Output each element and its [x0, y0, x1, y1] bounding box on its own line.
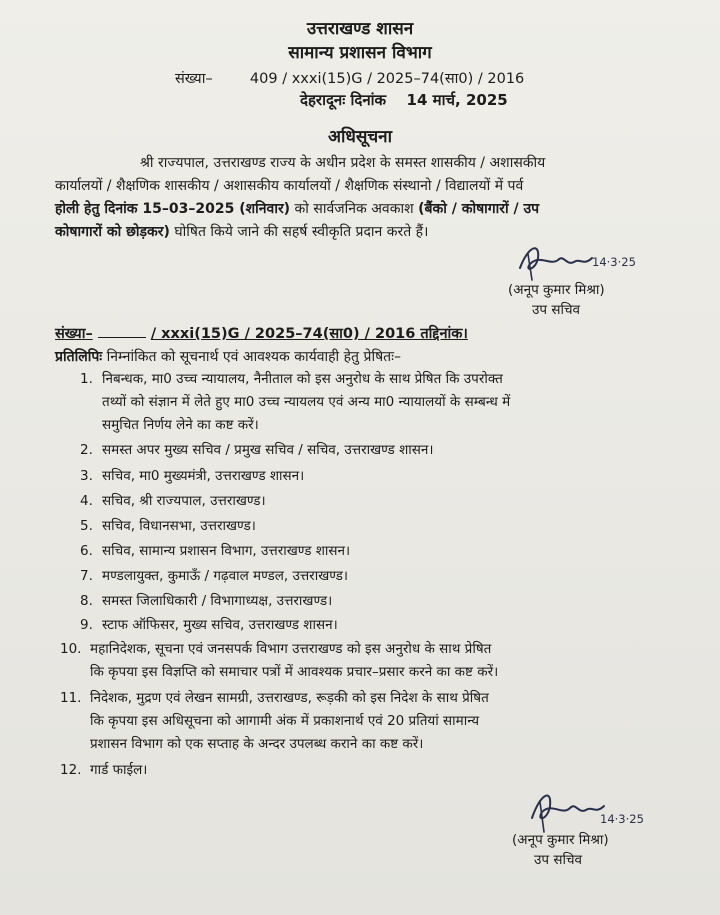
notification-body: [55, 152, 695, 244]
body-line-2: कार्यालयों / शैक्षणिक शासकीय / अशासकीय कार्यालयों / शैक्षणिक संस्थानो / विद्यालयों में पर्व: [55, 178, 524, 194]
signature-date-2: 14·3·25: [600, 812, 644, 826]
reference-value: 409 / xxxi(15)G / 2025–74(सा0) / 2016: [249, 71, 525, 87]
signatory-name-2: (अनूप कुमार मिश्रा): [512, 832, 609, 848]
list-item: 12. गार्ड फाईल।: [60, 762, 148, 778]
list-item: 11. निदेशक, मुद्रण एवं लेखन सामग्री, उत्तराखण्ड, रूड़की को इस निदेश के साथ प्रेषित कि कृपया इस अधिसूचना को आगामी अंक में प्रकाशनार्थ एवं 20 प्रतियां सामान्य प्रशासन विभाग को एक सप्ताह के अन्दर उपलब्ध कराने का कष्ट करें।: [60, 690, 489, 752]
copy-heading-text: निम्नांकित को सूचनार्थ एवं आवश्यक कार्यवाही हेतु प्रेषितः–: [106, 349, 401, 365]
signatory-designation-1: उप सचिव: [532, 302, 581, 318]
government-title: उत्तराखण्ड शासन: [306, 19, 414, 39]
place-date: [300, 90, 508, 110]
copy-heading-label: प्रतिलिपिः: [55, 349, 103, 365]
signatory-designation-2: उप सचिव: [534, 852, 583, 868]
department-title: सामान्य प्रशासन विभाग: [288, 43, 432, 63]
reference-label: संख्या–: [175, 71, 213, 87]
list-item: 8. समस्त जिलाधिकारी / विभागाध्यक्ष, उत्तराखण्ड।: [80, 593, 333, 609]
body-line-4: कोषागारों को छोड़कर) घोषित किये जाने की सहर्ष स्वीकृति प्रदान करते हैं।: [55, 224, 429, 240]
signature-date-1: 14·3·25: [592, 255, 636, 269]
list-item: 1. निबन्धक, मा0 उच्च न्यायालय, नैनीताल को इस अनुरोध के साथ प्रेषित कि उपरोक्त तथ्यों को संज्ञान में लेते हुए मा0 उच्च न्यायलय एवं अन्य मा0 न्यायालयों के सम्बन्ध में समुचित निर्णय लेने का कष्ट करें।: [80, 371, 511, 433]
list-item: 6. सचिव, सामान्य प्रशासन विभाग, उत्तराखण्ड शासन।: [80, 543, 351, 559]
reference-number: [175, 68, 524, 88]
list-item: 7. मण्डलायुक्त, कुमाऊँ / गढ़वाल मण्डल, उत्तराखण्ड।: [80, 568, 348, 584]
copy-heading: [55, 347, 401, 366]
holi-date-phrase: होली हेतु दिनांक 15–03–2025 (शनिवार): [55, 201, 291, 217]
signatory-name-1: (अनूप कुमार मिश्रा): [508, 282, 605, 298]
copy-reference-value: / xxxi(15)G / 2025–74(सा0) / 2016 तद्दिनांक।: [150, 326, 468, 342]
exclusion-phrase-a: (बैंको / कोषागारों / उप: [418, 201, 540, 217]
issue-date: 14 मार्च, 2025: [406, 91, 508, 109]
body-line-1: श्री राज्यपाल, उत्तराखण्ड राज्य के अधीन प्रदेश के समस्त शासकीय / अशासकीय: [140, 155, 546, 171]
copy-reference: [55, 323, 468, 343]
copy-reference-label: संख्या–: [55, 326, 93, 342]
list-item: 9. स्टाफ ऑफिसर, मुख्य सचिव, उत्तराखण्ड शासन।: [80, 617, 338, 633]
list-item: 10. महानिदेशक, सूचना एवं जनसपर्क विभाग उत्तराखण्ड को इस अनुरोध के साथ प्रेषित कि कृपया इस विज्ञप्ति को समाचार पत्रों में आवश्यक प्रचार–प्रसार करने का कष्ट करें।: [60, 641, 499, 680]
list-item: 2. समस्त अपर मुख्य सचिव / प्रमुख सचिव / सचिव, उत्तराखण्ड शासन।: [80, 442, 434, 458]
list-item: 3. सचिव, मा0 मुख्यमंत्री, उत्तराखण्ड शासन।: [80, 468, 305, 484]
place-date-label: देहरादूनः दिनांक: [300, 91, 387, 109]
signature-scribble-1: [510, 236, 660, 286]
list-item: 4. सचिव, श्री राज्यपाल, उत्तराखण्ड।: [80, 493, 266, 509]
body-line-3: होली हेतु दिनांक 15–03–2025 (शनिवार) को सार्वजनिक अवकाश (बैंको / कोषागारों / उप: [55, 201, 540, 217]
exclusion-phrase-b: कोषागारों को छोड़कर): [55, 224, 170, 240]
notification-title: अधिसूचना: [328, 127, 392, 147]
list-item: 5. सचिव, विधानसभा, उत्तराखण्ड।: [80, 518, 256, 534]
